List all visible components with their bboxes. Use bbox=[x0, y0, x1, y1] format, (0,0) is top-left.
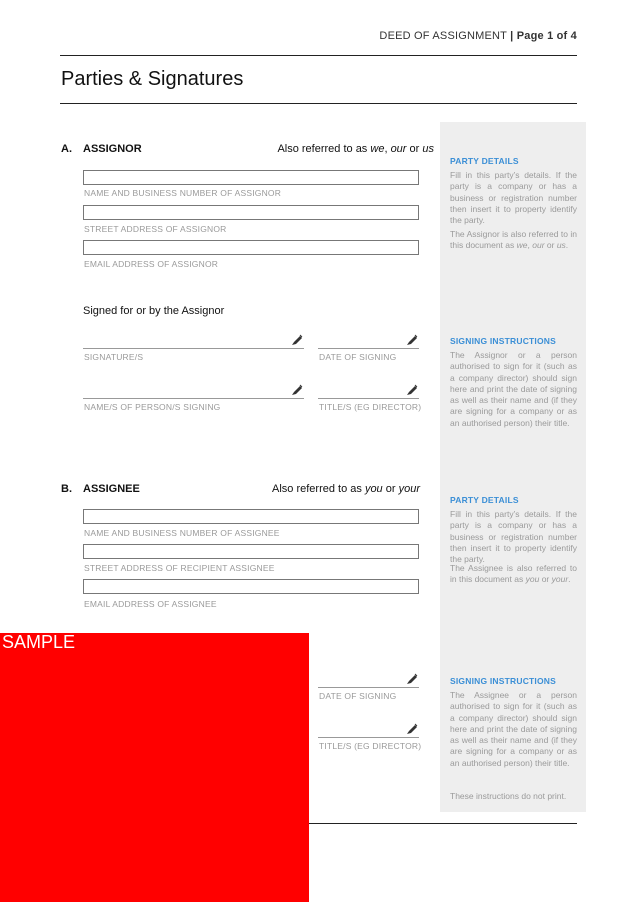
sample-watermark-block bbox=[0, 633, 309, 902]
assignor-name-label: NAME AND BUSINESS NUMBER OF ASSIGNOR bbox=[84, 188, 282, 198]
assignee-date-line[interactable] bbox=[318, 687, 419, 688]
section-b-letter: B. bbox=[61, 483, 72, 495]
pen-icon bbox=[406, 334, 418, 346]
assignor-names-line[interactable] bbox=[83, 398, 304, 399]
assignee-name-label: NAME AND BUSINESS NUMBER OF ASSIGNEE bbox=[84, 528, 280, 538]
section-a-title: ASSIGNOR bbox=[83, 143, 142, 155]
section-b-title: ASSIGNEE bbox=[83, 483, 140, 495]
pen-icon bbox=[291, 334, 303, 346]
assignor-street-input[interactable] bbox=[83, 205, 419, 220]
header-separator: | bbox=[510, 30, 514, 42]
pen-icon bbox=[406, 723, 418, 735]
assignor-signature-line[interactable] bbox=[83, 348, 304, 349]
assignee-email-input[interactable] bbox=[83, 579, 419, 594]
assignee-referred-note: The Assignee is also referred to in this document as you or your. bbox=[450, 563, 577, 585]
assignor-email-input[interactable] bbox=[83, 240, 419, 255]
header-page-label: Page 1 of 4 bbox=[516, 30, 577, 42]
signing-instructions-heading-a: SIGNING INSTRUCTIONS bbox=[450, 336, 557, 346]
assignee-title-line[interactable] bbox=[318, 737, 419, 738]
assignee-street-label: STREET ADDRESS OF RECIPIENT ASSIGNEE bbox=[84, 563, 275, 573]
pen-icon bbox=[291, 384, 303, 396]
assignor-names-label: NAME/S OF PERSON/S SIGNING bbox=[84, 402, 221, 412]
assignor-title-label: TITLE/S (EG DIRECTOR) bbox=[319, 402, 422, 412]
pen-icon bbox=[406, 384, 418, 396]
section-a-letter: A. bbox=[61, 143, 72, 155]
title-rule bbox=[60, 103, 577, 104]
party-details-heading-b: PARTY DETAILS bbox=[450, 495, 519, 505]
assignor-also-referred: Also referred to as we, our or us bbox=[277, 143, 434, 155]
party-details-text-b: Fill in this party’s details. If the party is a company or has a business or registration number then insert it to property identify the party. bbox=[450, 509, 577, 565]
signing-instructions-text-b: The Assignee or a person authorised to sign for it (such as a company director) should sign here and print the date of signing as well as their name and (if they are signing for a company or as an authorised person) their title. bbox=[450, 690, 577, 768]
page-title: Parties & Signatures bbox=[61, 68, 244, 90]
party-details-heading-a: PARTY DETAILS bbox=[450, 156, 519, 166]
assignee-date-label: DATE OF SIGNING bbox=[319, 691, 397, 701]
assignee-title-label: TITLE/S (EG DIRECTOR) bbox=[319, 741, 422, 751]
assignee-also-referred: Also referred to as you or your bbox=[272, 483, 420, 495]
assignor-name-input[interactable] bbox=[83, 170, 419, 185]
assignee-name-input[interactable] bbox=[83, 509, 419, 524]
assignor-referred-note: The Assignor is also referred to in this document as we, our or us. bbox=[450, 229, 577, 251]
assignor-signed-heading: Signed for or by the Assignor bbox=[83, 305, 225, 317]
header-rule bbox=[60, 55, 577, 56]
document-header bbox=[379, 30, 577, 42]
instructions-footer-note: These instructions do not print. bbox=[450, 791, 567, 801]
pen-icon bbox=[406, 673, 418, 685]
signing-instructions-heading-b: SIGNING INSTRUCTIONS bbox=[450, 676, 557, 686]
assignee-street-input[interactable] bbox=[83, 544, 419, 559]
assignor-email-label: EMAIL ADDRESS OF ASSIGNOR bbox=[84, 259, 219, 269]
assignor-date-line[interactable] bbox=[318, 348, 419, 349]
assignee-email-label: EMAIL ADDRESS OF ASSIGNEE bbox=[84, 599, 217, 609]
assignor-signature-label: SIGNATURE/S bbox=[84, 352, 144, 362]
assignor-date-label: DATE OF SIGNING bbox=[319, 352, 397, 362]
header-doc-name: DEED OF ASSIGNMENT bbox=[379, 30, 507, 42]
assignor-title-line[interactable] bbox=[318, 398, 419, 399]
sample-watermark-label: SAMPLE bbox=[2, 632, 76, 652]
party-details-text-a: Fill in this party’s details. If the party is a company or has a business or registration number then insert it to property identify the party. bbox=[450, 170, 577, 226]
signing-instructions-text-a: The Assignor or a person authorised to sign for it (such as a company director) should sign here and print the date of signing as well as their name and (if they are signing for a company or as an authorised person) their title. bbox=[450, 350, 577, 428]
assignor-street-label: STREET ADDRESS OF ASSIGNOR bbox=[84, 224, 227, 234]
